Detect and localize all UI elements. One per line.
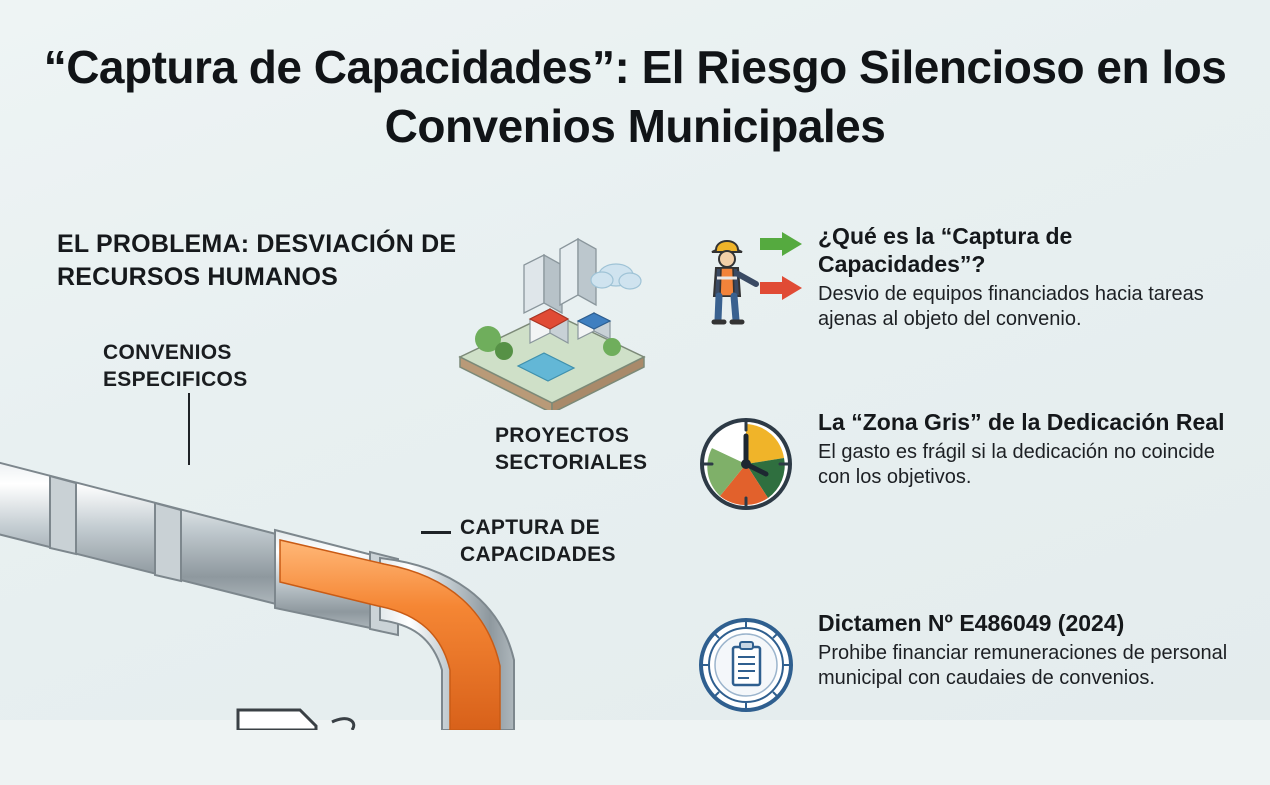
left-section-heading: EL PROBLEMA: DESVIACIÓN DE RECURSOS HUMANOS	[57, 230, 457, 291]
item-title: La “Zona Gris” de la Dedicación Real	[818, 409, 1225, 435]
isometric-city-icon	[452, 235, 652, 410]
item-title: ¿Qué es la “Captura de Capacidades”?	[818, 223, 1073, 278]
worker-with-arrows-icon	[690, 222, 802, 334]
list-item-dictamen	[690, 609, 1235, 759]
item-body: El gasto es frágil si la dedicación no coincide con los objetivos.	[818, 441, 1215, 489]
item-body: Desvio de equipos financiados hacia tareas ajenas al objeto del convenio.	[818, 283, 1204, 331]
label-convenios-especificos: CONVENIOS ESPECIFICOS	[103, 341, 248, 391]
label-captura-de-capacidades: CAPTURA DE CAPACIDADES	[460, 516, 616, 566]
official-seal-icon	[690, 609, 802, 721]
item-body: Prohibe financiar remuneraciones de personal municipal con caudaies de convenios.	[818, 642, 1228, 690]
list-item-zona-gris	[690, 408, 1235, 583]
label-proyectos-sectoriales: PROYECTOS SECTORIALES	[495, 424, 648, 475]
item-title: Dictamen Nº E486049 (2024)	[818, 610, 1125, 636]
right-column	[690, 222, 1235, 785]
list-item-captura	[690, 222, 1235, 382]
page-title: “Captura de Capacidades”: El Riesgo Silencioso en los Convenios Municipales	[43, 41, 1227, 152]
pie-clock-icon	[690, 408, 802, 520]
